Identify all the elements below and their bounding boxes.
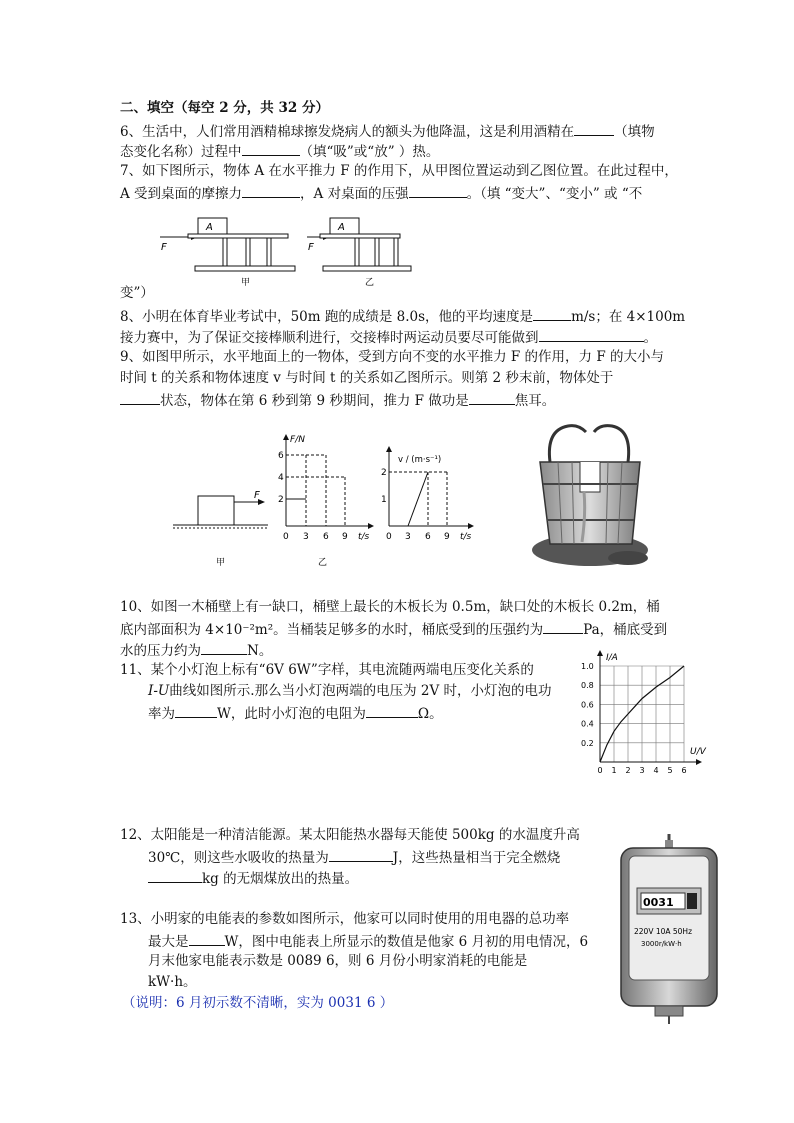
q13-line4: kW·h。 xyxy=(148,974,197,990)
q7-text: 。（填 “变大”、“变小” 或 “不 xyxy=(466,186,643,202)
q9-v-axis-label: v / (m·s⁻¹) xyxy=(398,455,442,465)
q9-v-tick: 1 xyxy=(381,495,387,505)
q9-f-tick: 2 xyxy=(278,495,284,505)
q9-t-tick: 0 xyxy=(386,532,392,542)
q7-label-yi: 乙 xyxy=(365,278,375,288)
q12-line1: 12、太阳能是一种清洁能源。某太阳能热水器每天能使 500kg 的水温度升高 xyxy=(120,827,580,843)
iu-x-tick-label: 4 xyxy=(653,766,659,775)
q12-line2 xyxy=(148,847,560,867)
meter-spec1: 220V 10A 50Hz xyxy=(634,927,693,936)
q10-blank-1[interactable] xyxy=(543,619,583,634)
q9-t-tick: 3 xyxy=(405,532,411,542)
q8-blank-2[interactable] xyxy=(539,327,644,342)
q9-figure-jia xyxy=(173,490,268,568)
q6-text: （填“吸”或“放” ）热。 xyxy=(299,144,440,160)
q8-text: m/s；在 4×100m xyxy=(571,309,686,325)
iu-x-tick-label: 3 xyxy=(639,766,645,775)
q6-line1 xyxy=(120,121,655,141)
q8-text: 8、小明在体育毕业考试中，50m 跑的成绩是 8.0s，他的平均速度是 xyxy=(120,309,534,325)
iu-y-tick-label: 1.0 xyxy=(581,662,594,671)
q10-line1: 10、如图一木桶壁上有一缺口，桶壁上最长的木板长为 0.5m，缺口处的木板长 0.2m，桶 xyxy=(120,599,660,615)
iu-y-tick-label: 0.8 xyxy=(581,681,594,691)
q6-blank-1[interactable] xyxy=(574,121,614,136)
q7-label-a: A xyxy=(338,222,345,233)
q6-text: （填物 xyxy=(614,124,655,140)
q9-t-unit: t/s xyxy=(460,532,472,542)
q10-line3 xyxy=(120,640,272,660)
q7-label-f: F xyxy=(308,242,314,253)
q7-label-a: A xyxy=(206,222,213,233)
q13-blank-1[interactable] xyxy=(189,931,225,946)
q9-line1: 9、如图甲所示，水平地面上的一物体，受到方向不变的水平推力 F 的作用，力 F 的大小与 xyxy=(120,349,664,365)
q9-text: 焦耳。 xyxy=(514,393,556,409)
iu-x-tick-label: 6 xyxy=(681,766,687,775)
q9-t-tick: 3 xyxy=(303,532,309,542)
q6-text: 6、生活中，人们常用酒精棉球擦发烧病人的额头为他降温，这是利用酒精在 xyxy=(120,124,575,140)
q9-ft-graph xyxy=(278,434,374,568)
q10-text: N。 xyxy=(247,643,273,659)
q7-text: ，A 对桌面的压强 xyxy=(300,186,409,202)
q11-blank-1[interactable] xyxy=(175,703,217,718)
q12-text: kg 的无烟煤放出的热量。 xyxy=(202,871,359,887)
q7-figure-jia xyxy=(160,218,295,288)
iu-chart-grid xyxy=(600,666,684,762)
meter-reading: 0031 xyxy=(643,896,674,909)
q7-label-f: F xyxy=(161,242,167,253)
q13-note: （说明：6 月初示数不清晰，实为 0031 6 ） xyxy=(122,995,394,1011)
q9-f-tick: 4 xyxy=(278,473,284,483)
q10-line2 xyxy=(120,619,667,639)
q11-text: W，此时小灯泡的电阻为 xyxy=(217,706,366,722)
q9-label-yi: 乙 xyxy=(318,558,328,568)
q11-text: Ω。 xyxy=(417,706,443,722)
q13-line3: 月末他家电能表示数是 0089 6，则 6 月份小明家消耗的电能是 xyxy=(148,953,528,969)
q6-blank-2[interactable] xyxy=(242,141,300,156)
q9-blank-1[interactable] xyxy=(120,390,160,405)
iu-x-tick-label: 5 xyxy=(667,766,673,775)
q9-t-tick: 9 xyxy=(342,532,348,542)
iu-y-tick-label: 0.4 xyxy=(581,719,594,729)
q9-v-tick: 2 xyxy=(381,468,387,478)
iu-ylabel: I/A xyxy=(606,653,618,663)
q9-text: 状态，物体在第 6 秒到第 9 秒期间，推力 F 做功是 xyxy=(160,393,469,409)
q9-blank-2[interactable] xyxy=(469,390,515,405)
q13-text: 最大是 xyxy=(148,934,189,950)
q7-figure xyxy=(155,210,415,290)
q7-line1: 7、如下图所示，物体 A 在水平推力 F 的作用下，从甲图位置运动到乙图位置。在此过程中， xyxy=(120,163,678,179)
q11-text: 曲线如图所示.那么当小灯泡两端的电压为 2V 时，小灯泡的电功 xyxy=(169,683,552,699)
section-title: 二、填空（每空 2 分，共 32 分） xyxy=(120,100,329,116)
iu-y-tick-label: 0.6 xyxy=(581,700,594,710)
q9-t-tick: 6 xyxy=(425,532,431,542)
q7-figure-yi xyxy=(307,218,411,288)
q8-blank-1[interactable] xyxy=(533,306,571,321)
q13-line2 xyxy=(148,931,588,951)
bucket-image xyxy=(528,422,658,574)
q7-blank-2[interactable] xyxy=(409,183,467,198)
q12-line3 xyxy=(148,868,358,888)
q9-line3 xyxy=(120,390,555,410)
q9-line2: 时间 t 的关系和物体速度 v 与时间 t 的关系如乙图所示。则第 2 秒末前，物体处于 xyxy=(120,370,614,386)
q11-line2 xyxy=(148,682,552,700)
q9-label-f: F xyxy=(254,490,260,501)
q9-t-tick: 9 xyxy=(444,532,450,542)
q13-line1: 13、小明家的电能表的参数如图所示，他家可以同时使用的用电器的总功率 xyxy=(120,911,570,927)
q11-text: I-U xyxy=(148,683,170,699)
q9-label-jia: 甲 xyxy=(216,558,226,568)
q9-figure xyxy=(168,430,488,570)
q7-label-jia: 甲 xyxy=(241,278,251,288)
iu-chart xyxy=(578,648,708,776)
q12-text: 30℃，则这些水吸收的热量为 xyxy=(148,850,329,866)
iu-xlabel: U/V xyxy=(690,747,706,757)
q13-text: W，图中电能表上所显示的数值是他家 6 月初的用电情况，6 xyxy=(224,934,589,950)
q12-text: J，这些热量相当于完全燃烧 xyxy=(392,850,561,866)
q8-line1 xyxy=(120,306,685,326)
q6-text: 态变化名称）过程中 xyxy=(120,144,242,160)
iu-y-ticks xyxy=(581,662,594,748)
q8-text: 接力赛中，为了保证交接棒顺利进行，交接棒时两运动员要尽可能做到 xyxy=(120,330,539,346)
q6-line2 xyxy=(120,141,439,161)
q9-t-tick: 6 xyxy=(323,532,329,542)
q8-text: 。 xyxy=(643,330,657,346)
iu-x-ticks xyxy=(598,766,687,775)
q10-blank-2[interactable] xyxy=(201,640,247,655)
meter-spec2: 3000r/kW·h xyxy=(641,940,682,948)
iu-x-tick-label: 0 xyxy=(597,766,603,775)
q12-blank-2[interactable] xyxy=(148,868,202,883)
q12-blank-1[interactable] xyxy=(329,847,393,862)
q7-line3: 变”） xyxy=(120,285,154,301)
iu-x-tick-label: 1 xyxy=(611,766,617,775)
electric-meter-image xyxy=(615,834,723,1024)
q11-blank-2[interactable] xyxy=(366,703,418,718)
q10-text: 水的压力约为 xyxy=(120,643,201,659)
q9-t-tick: 0 xyxy=(283,532,289,542)
q11-line3 xyxy=(148,703,443,723)
q7-blank-1[interactable] xyxy=(242,183,300,198)
q10-text: Pa，桶底受到 xyxy=(583,622,668,638)
iu-y-tick-label: 0.2 xyxy=(581,738,594,748)
q9-f-tick: 6 xyxy=(278,451,284,461)
q7-line2 xyxy=(120,183,642,203)
q9-vt-graph xyxy=(381,446,474,542)
iu-x-tick-label: 2 xyxy=(625,766,631,775)
q8-line2 xyxy=(120,327,657,347)
q9-f-axis-label: F/N xyxy=(290,435,305,445)
q10-text: 底内部面积为 4×10⁻²m²。当桶装足够多的水时，桶底受到的压强约为 xyxy=(120,622,544,638)
q11-text: 率为 xyxy=(148,706,175,722)
q9-t-unit: t/s xyxy=(358,532,370,542)
q11-line1: 11、某个小灯泡上标有“6V 6W”字样，其电流随两端电压变化关系的 xyxy=(120,662,534,678)
q7-text: A 受到桌面的摩擦力 xyxy=(120,186,243,202)
